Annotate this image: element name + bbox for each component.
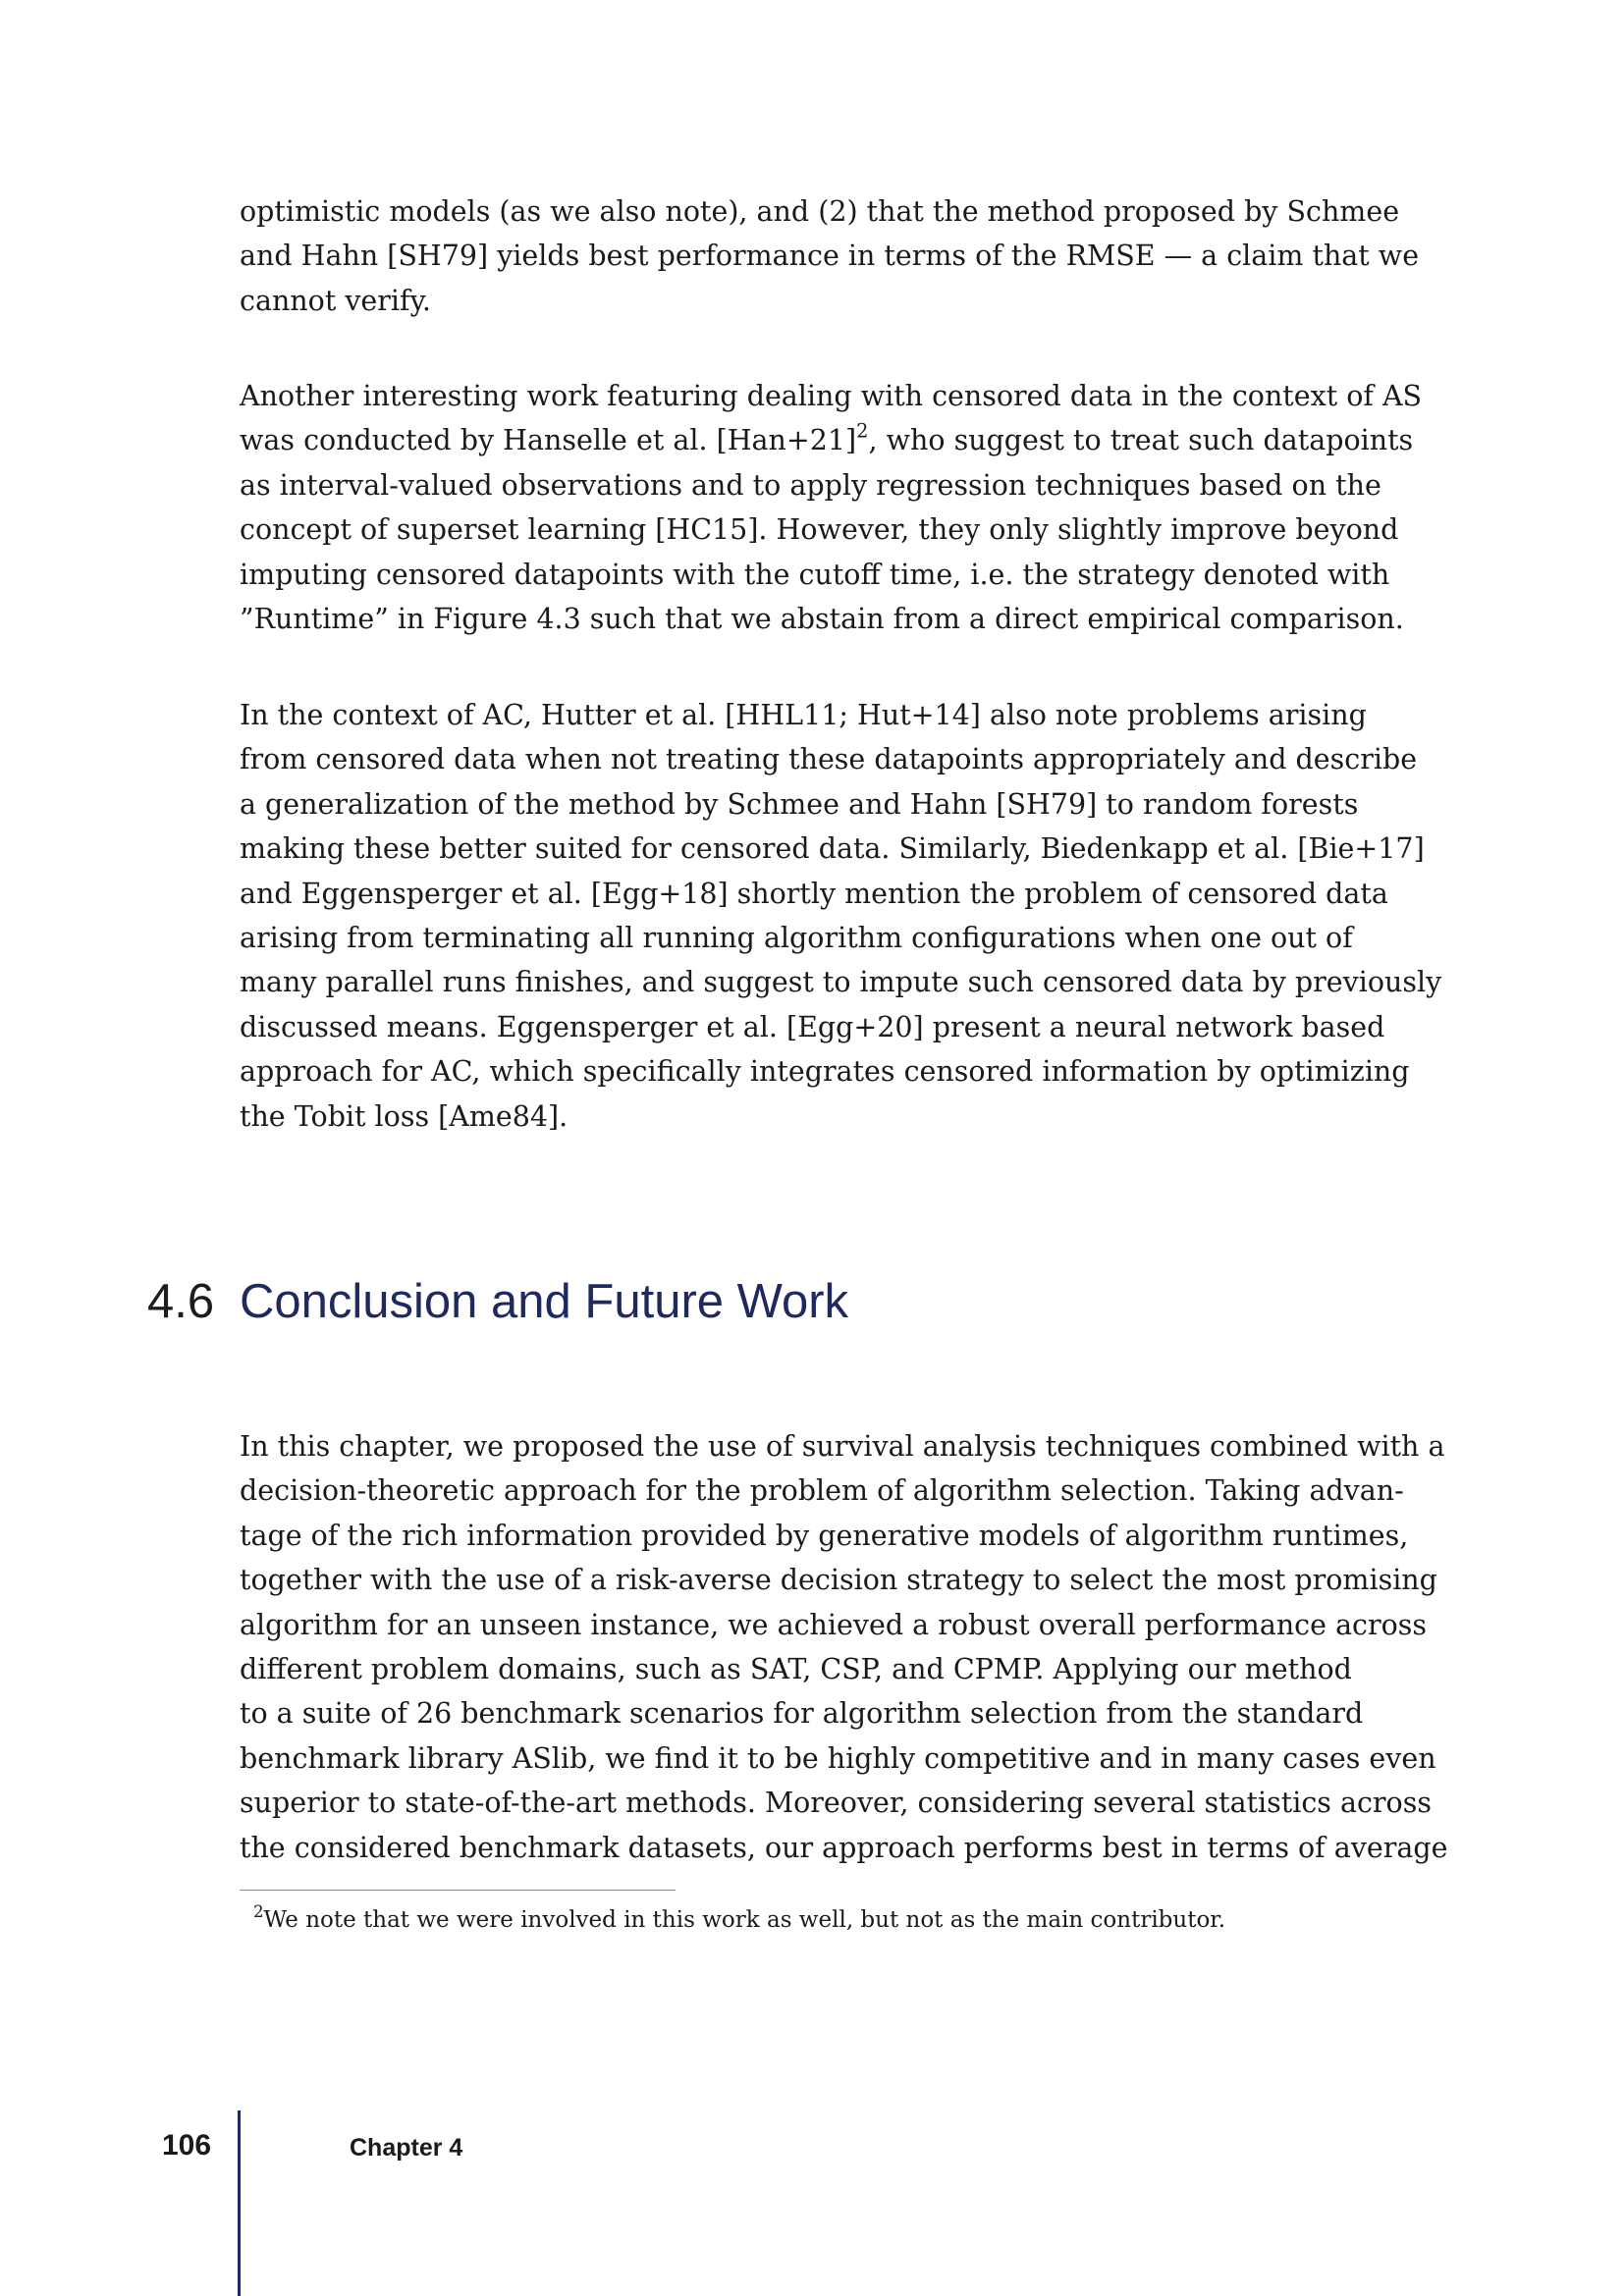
text-line: approach for AC, which specifically integrates censored information by optimizing [240,1055,1410,1089]
footer-divider [238,2110,241,2296]
footnote-number: 2 [253,1902,264,1922]
text-line: decision-theoretic approach for the problem of algorithm selection. Taking advan- [240,1474,1404,1508]
section-number: 4.6 [147,1275,215,1328]
text-line: and Eggensperger et al. [Egg+18] shortly mention the problem of censored data [240,877,1388,910]
text-line: and Hahn [SH79] yields best performance in terms of the RMSE — a claim that we [240,240,1420,273]
text-line: cannot verify. [240,284,431,317]
section-heading [147,1272,848,1331]
footnote [253,1902,1226,1935]
text-line: concept of superset learning [HC15]. However, they only slightly improve beyond [240,513,1399,547]
page-number: 106 [162,2129,212,2162]
paragraph-conclusion [240,1424,1448,1870]
footnote-marker[interactable]: 2 [856,419,869,443]
footnote-divider [240,1890,676,1891]
text-line: optimistic models (as we also note), and (2) that the method proposed by Schmee [240,195,1400,228]
text-line: different problem domains, such as SAT, CSP, and CPMP. Applying our method [240,1652,1352,1685]
text-line: making these better suited for censored data. Similarly, Biedenkapp et al. [Bie+17] [240,832,1425,866]
text-line: the considered benchmark datasets, our approach performs best in terms of average [240,1831,1448,1864]
text-segment: was conducted by Hanselle et al. [Han+21] [240,424,857,457]
text-line: as interval-valued observations and to apply regression techniques based on the [240,468,1381,502]
text-line: benchmark library ASlib, we find it to be highly competitive and in many cases even [240,1741,1436,1775]
text-line: many parallel runs finishes, and suggest to impute such censored data by previously [240,966,1442,999]
text-line: from censored data when not treating these datapoints appropriately and describe [240,743,1418,776]
footnote-text: We note that we were involved in this work as well, but not as the main contributor. [263,1907,1226,1933]
text-line-with-footnote [240,418,1414,462]
text-line: In the context of AC, Hutter et al. [HHL11; Hut+14] also note problems arising [240,699,1367,731]
text-line: the Tobit loss [Ame84]. [240,1099,568,1133]
text-line: tage of the rich information provided by generative models of algorithm runtimes, [240,1519,1409,1552]
paragraph-related-work-cont [240,189,1420,323]
text-line: In this chapter, we proposed the use of survival analysis techniques combined with a [240,1430,1445,1463]
text-segment: , who suggest to treat such datapoints [868,424,1414,457]
text-line: imputing censored datapoints with the cutoff time, i.e. the strategy denoted with [240,558,1390,591]
text-line: ”Runtime” in Figure 4.3 such that we abstain from a direct empirical comparison. [240,602,1404,635]
text-line: discussed means. Eggensperger et al. [Egg+20] present a neural network based [240,1010,1385,1043]
section-title: Conclusion and Future Work [240,1275,849,1328]
text-line: algorithm for an unseen instance, we achieved a robust overall performance across [240,1608,1428,1641]
text-line: to a suite of 26 benchmark scenarios for algorithm selection from the standard [240,1697,1364,1731]
paragraph-hanselle [240,374,1423,641]
paragraph-ac-context [240,693,1442,1139]
text-line: Another interesting work featuring dealing with censored data in the context of AS [240,380,1423,412]
text-line: together with the use of a risk-averse decision strategy to select the most promising [240,1564,1437,1597]
text-line: superior to state-of-the-art methods. Moreover, considering several statistics across [240,1787,1432,1820]
text-line: arising from terminating all running algorithm configurations when one out of [240,921,1353,954]
text-line: a generalization of the method by Schmee and Hahn [SH79] to random forests [240,787,1359,821]
chapter-label: Chapter 4 [350,2134,463,2162]
